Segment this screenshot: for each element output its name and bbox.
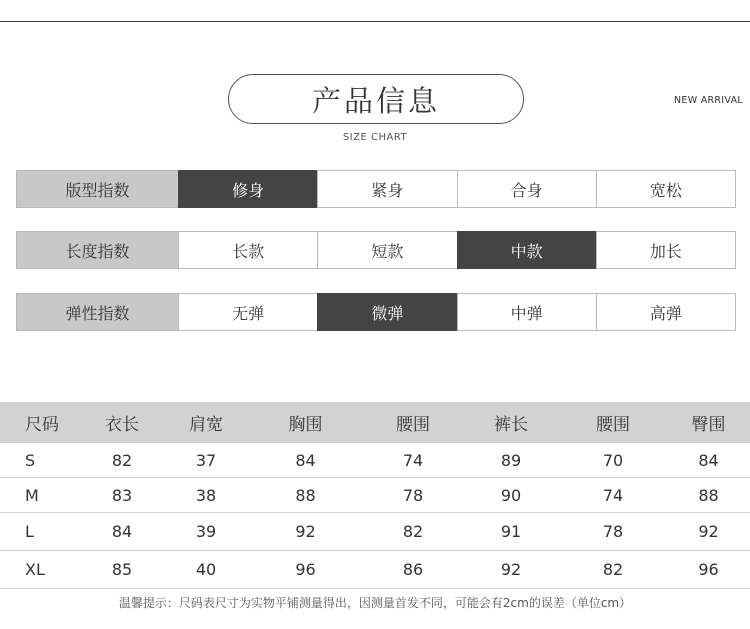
elastic-option-none: 无弹 [178,293,318,331]
table-row [0,513,750,551]
fit-option-regular: 合身 [457,170,597,208]
length-option-long: 长款 [178,231,318,269]
table-row [0,478,750,513]
table-row [0,443,750,478]
table-cell: M [25,485,39,505]
header-size: 尺码 [25,415,59,435]
length-option-medium: 中款 [457,231,597,269]
table-cell: 90 [500,485,522,505]
elastic-option-slight: 微弹 [317,293,457,331]
fit-option-slim: 修身 [178,170,318,208]
table-cell: 89 [500,450,522,470]
length-index-row [16,231,736,269]
elastic-index-row [16,293,736,331]
table-cell: 78 [402,485,424,505]
fit-option-loose: 宽松 [596,170,736,208]
elastic-index-label: 弹性指数 [16,293,179,331]
table-cell: 88 [295,485,316,505]
table-cell: 96 [698,560,719,579]
elastic-option-high: 高弹 [596,293,736,331]
length-index-label: 长度指数 [16,231,179,269]
table-cell: 82 [111,450,133,470]
table-cell: 40 [195,560,217,579]
page-title: 产品信息 [228,74,524,124]
table-cell: 88 [698,485,719,505]
fit-option-tight: 紧身 [317,170,457,208]
table-cell: 37 [195,450,217,470]
size-table-header [0,402,750,443]
table-cell: S [25,450,36,470]
new-arrival-tag: NEW ARRIVAL [673,95,743,106]
table-cell: 82 [402,522,424,541]
table-cell: 96 [295,560,316,579]
table-cell: 39 [195,522,217,541]
header-hip: 臀围 [691,415,726,435]
table-cell: 74 [402,450,424,470]
top-divider [0,21,750,22]
length-option-short: 短款 [317,231,457,269]
size-table [0,402,750,589]
table-cell: 70 [602,450,624,470]
fit-index-row [16,170,736,208]
table-cell: 91 [500,522,522,541]
table-cell: XL [25,560,45,579]
table-cell: 74 [602,485,624,505]
table-cell: 84 [295,450,316,470]
length-option-extra-long: 加长 [596,231,736,269]
header-waist-1: 腰围 [396,415,430,435]
header-chest: 胸围 [288,415,323,435]
fit-index-label: 版型指数 [16,170,179,208]
table-cell: 78 [602,522,624,541]
table-cell: 38 [195,485,217,505]
header-waist-2: 腰围 [596,415,630,435]
table-cell: 86 [402,560,424,579]
table-cell: L [25,522,34,541]
header-pants-length: 裤长 [494,415,528,435]
table-cell: 85 [111,560,133,579]
table-cell: 92 [500,560,522,579]
table-cell: 83 [111,485,133,505]
table-row [0,551,750,589]
table-cell: 84 [698,450,719,470]
header-length: 衣长 [105,415,139,435]
page-subtitle: SIZE CHART [342,132,408,143]
table-cell: 92 [295,522,316,541]
table-cell: 82 [602,560,624,579]
elastic-option-medium: 中弹 [457,293,597,331]
footnote: 温馨提示：尺码表尺寸为实物平铺测量得出，因测量首发不同，可能会有2cm的误差（单位cm） [118,596,632,610]
table-cell: 92 [698,522,719,541]
table-cell: 84 [111,522,133,541]
header-shoulder: 肩宽 [189,415,223,435]
